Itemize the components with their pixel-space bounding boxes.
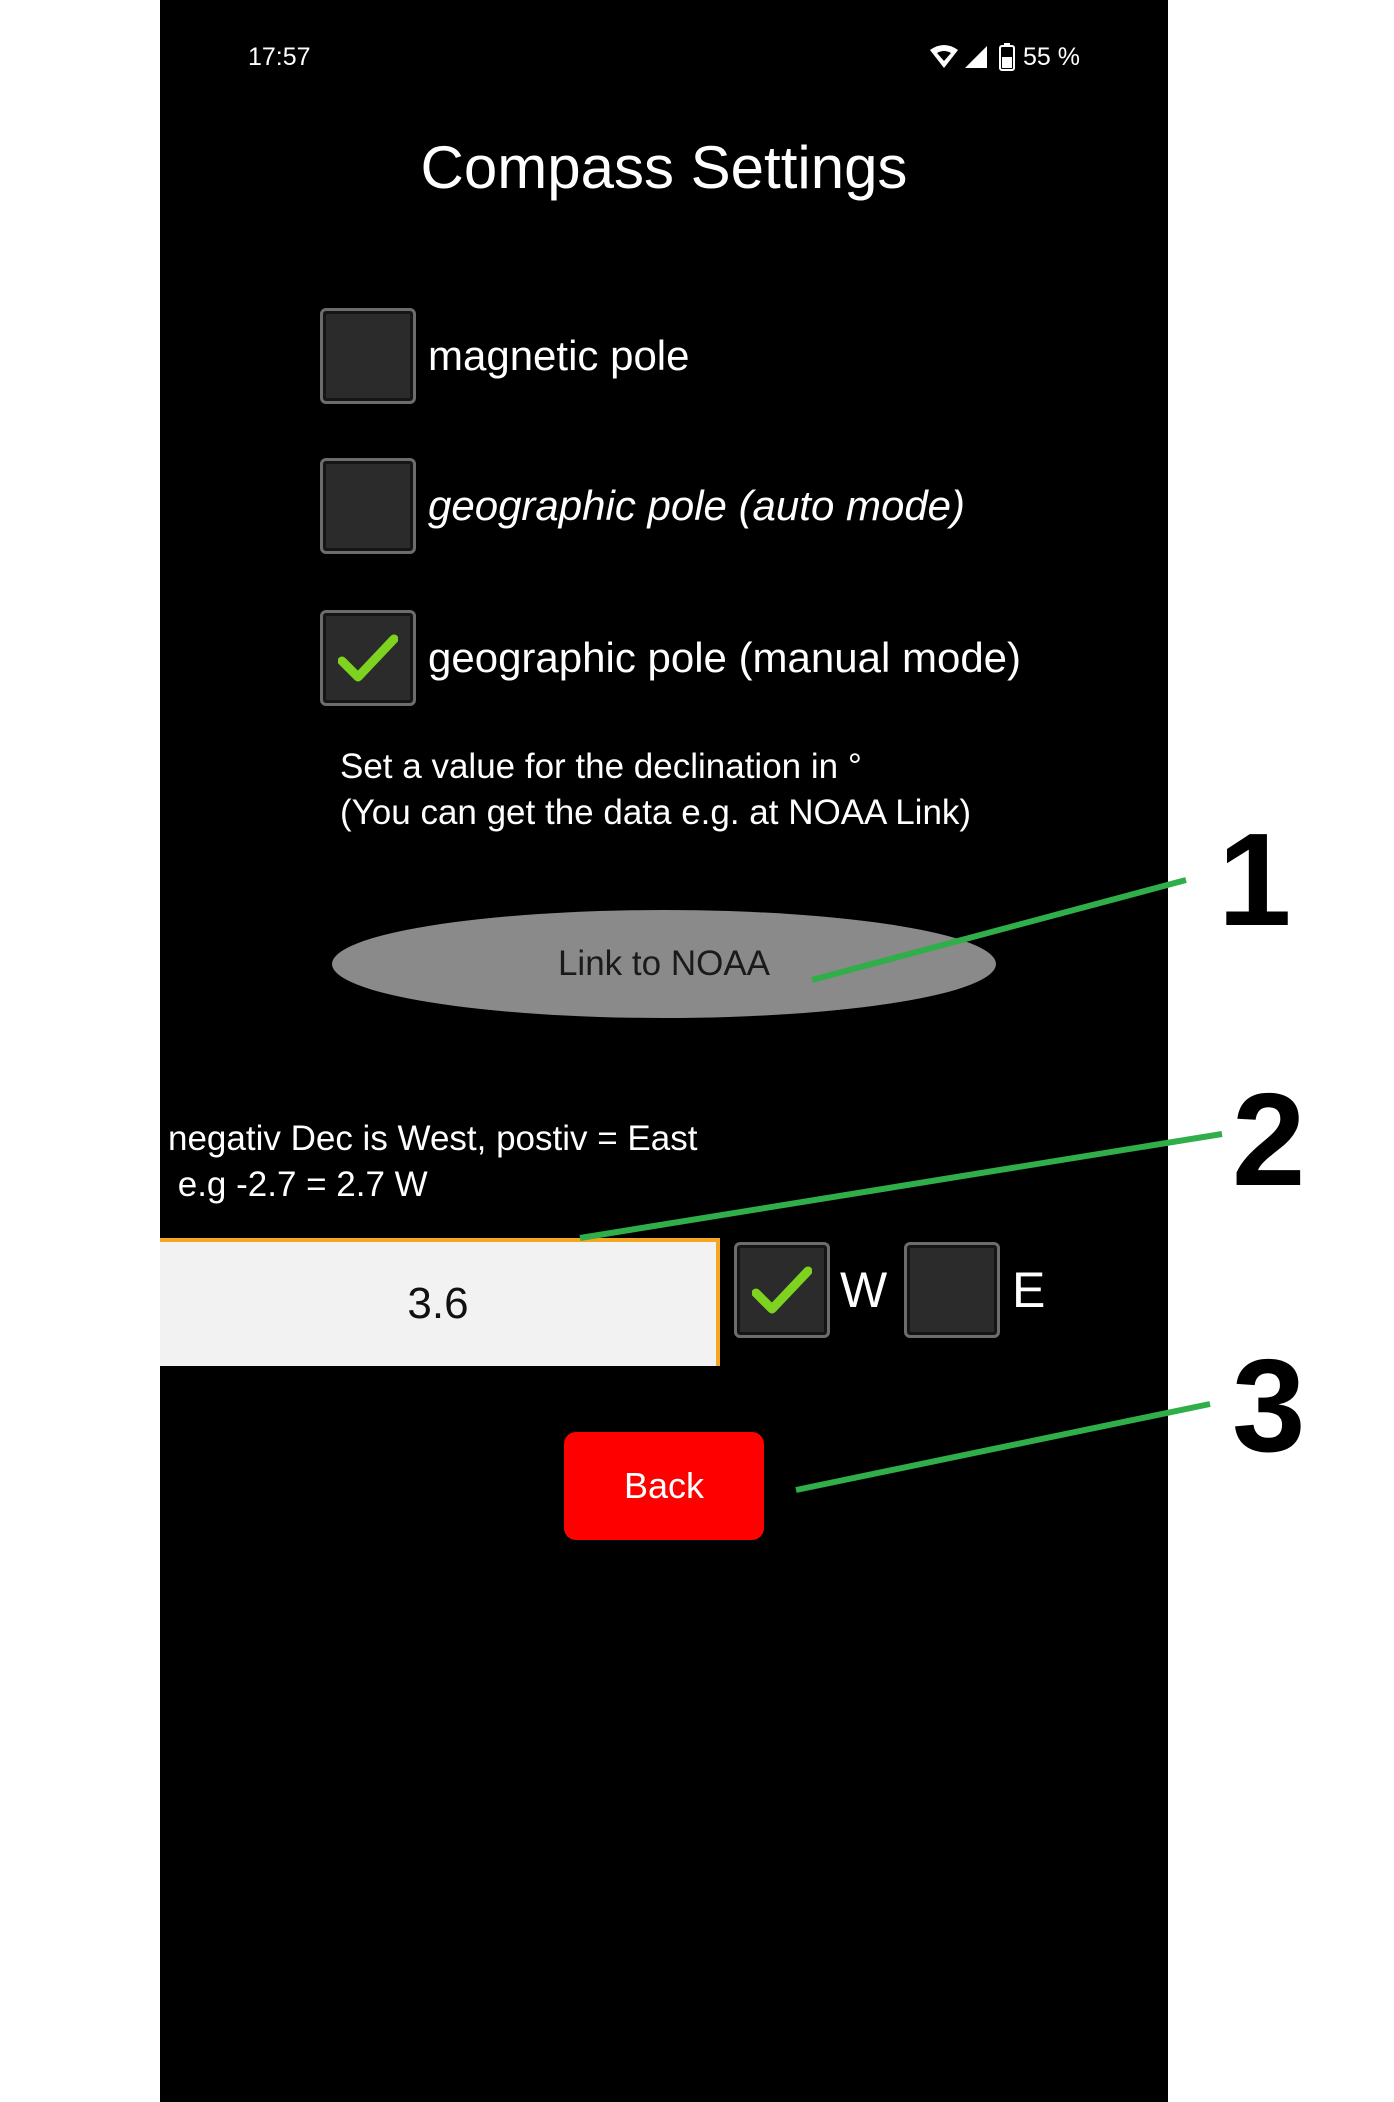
status-time: 17:57 <box>248 43 311 71</box>
declination-hint-line1: negativ Dec is West, postiv = East <box>168 1119 698 1158</box>
callout-number-1: 1 <box>1218 806 1292 953</box>
callout-number-3: 3 <box>1232 1332 1306 1479</box>
geographic-auto-label: geographic pole (auto mode) <box>428 482 966 529</box>
declination-info-line1: Set a value for the declination in ° <box>340 747 862 786</box>
back-button[interactable]: Back <box>564 1432 764 1540</box>
callout-line-1 <box>812 880 1186 980</box>
page-title: Compass Settings <box>420 134 908 201</box>
magnetic-pole-label: magnetic pole <box>428 332 690 379</box>
declination-hint-line2: e.g -2.7 = 2.7 W <box>168 1165 428 1204</box>
east-label: E <box>1012 1262 1046 1318</box>
west-label: W <box>840 1262 888 1318</box>
battery-percent: 55 % <box>1023 42 1080 71</box>
noaa-link-button[interactable]: Link to NOAA <box>332 910 996 1018</box>
declination-info-line2: (You can get the data e.g. at NOAA Link) <box>340 793 972 832</box>
callout-number-2: 2 <box>1232 1066 1306 1213</box>
callout-line-3 <box>796 1404 1210 1490</box>
callout-line-2 <box>580 1134 1222 1238</box>
geographic-manual-label: geographic pole (manual mode) <box>428 634 1022 681</box>
